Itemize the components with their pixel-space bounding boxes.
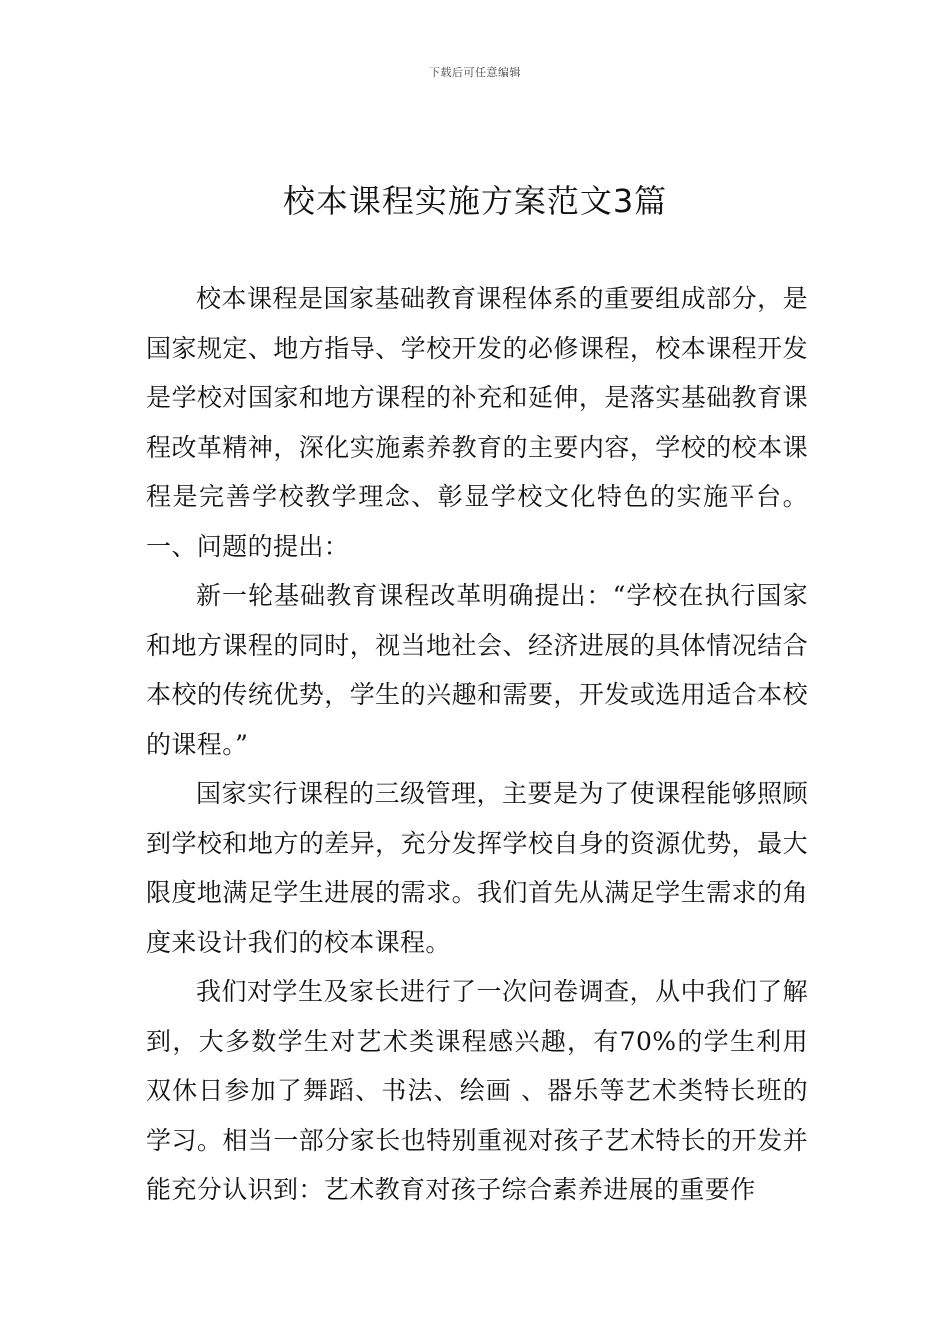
paragraph-4: 我们对学生及家长进行了一次问卷调查，从中我们了解到，大多数学生对艺术类课程感兴趣，有70%的学生利用双休日参加了舞蹈、书法、绘画 、器乐等艺术类特长班的学习。相当一部分家长也特别重视对孩子艺术特长的开发并能充分认识到：艺术教育对孩子综合素养进展的重要作 bbox=[146, 977, 808, 1204]
document-body bbox=[146, 274, 808, 1215]
paragraph-3: 国家实行课程的三级管理，主要是为了使课程能够照顾到学校和地方的差异，充分发挥学校自身的资源优势，最大限度地满足学生进展的需求。我们首先从满足学生需求的角度来设计我们的校本课程。 bbox=[146, 779, 808, 957]
paragraph-1: 校本课程是国家基础教育课程体系的重要组成部分，是国家规定、地方指导、学校开发的必修课程，校本课程开发是学校对国家和地方课程的补充和延伸，是落实基础教育课程改革精神，深化实施素养教育的主要内容，学校的校本课程是完善学校教学理念、彰显学校文化特色的实施平台。 一、问题的提出： bbox=[146, 284, 808, 561]
paragraph-2: 新一轮基础教育课程改革明确提出：“学校在执行国家和地方课程的同时，视当地社会、经济进展的具体情况结合本校的传统优势，学生的兴趣和需要，开发或选用适合本校的课程。” bbox=[146, 581, 808, 759]
document-title: 校本课程实施方案范文3篇 bbox=[282, 182, 668, 220]
header-note: 下载后可任意编辑 bbox=[429, 66, 521, 79]
